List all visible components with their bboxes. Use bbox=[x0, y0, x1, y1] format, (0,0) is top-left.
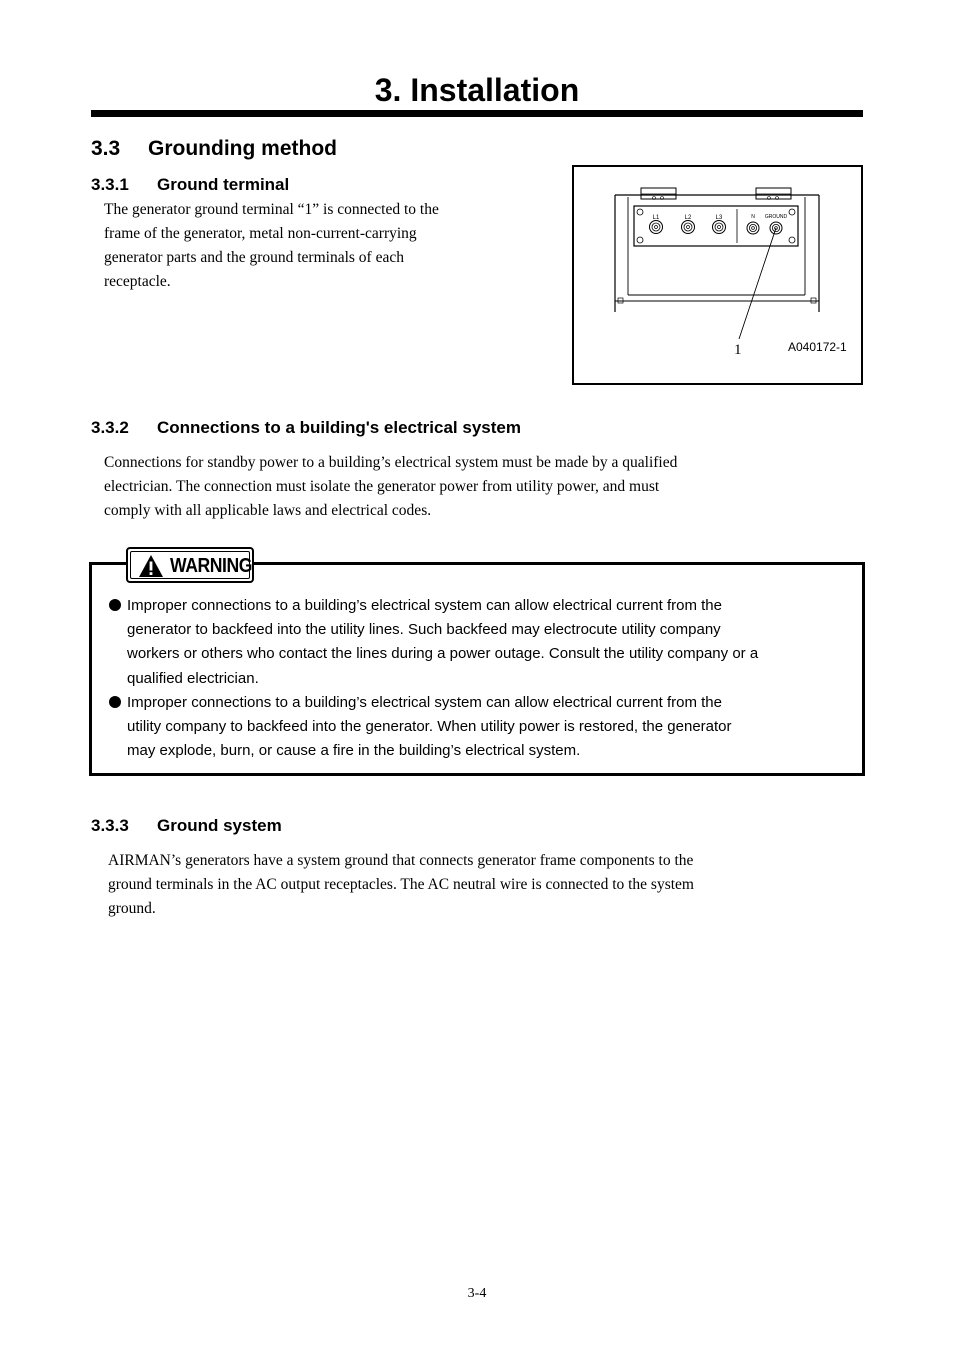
sub2-title: Connections to a building's electrical system bbox=[157, 418, 521, 437]
sub3-title: Ground system bbox=[157, 816, 282, 835]
warning-label bbox=[126, 547, 254, 583]
label-n: N bbox=[751, 214, 755, 220]
text-line: generator to backfeed into the utility lines. Such backfeed may electrocute utility company bbox=[127, 621, 721, 639]
chapter-rule bbox=[91, 110, 863, 117]
text-line: Improper connections to a building’s electrical system can allow electrical current from the bbox=[127, 597, 722, 614]
label-ground: GROUND bbox=[764, 214, 788, 220]
text-line: qualified electrician. bbox=[127, 669, 259, 687]
text-line: AIRMAN’s generators have a system ground that connects generator frame components to the bbox=[108, 852, 694, 869]
text-line: workers or others who contact the lines during a power outage. Consult the utility company or a bbox=[127, 645, 759, 663]
sub2-number: 3.3.2 bbox=[91, 418, 129, 437]
sub1-heading bbox=[91, 174, 289, 196]
ground-terminal-figure bbox=[572, 165, 863, 385]
warning-item bbox=[108, 691, 848, 764]
text-line: ground terminals in the AC output receptacles. The AC neutral wire is connected to the system bbox=[108, 876, 694, 893]
callout-leader bbox=[739, 228, 776, 339]
section-title: Grounding method bbox=[148, 137, 337, 160]
text-line: generator parts and the ground terminals of each bbox=[104, 249, 404, 266]
terminal-l1 bbox=[650, 221, 663, 234]
section-heading bbox=[91, 136, 337, 162]
bullet-icon bbox=[109, 599, 121, 611]
warning-list bbox=[108, 594, 848, 763]
figure-code: A040172-1 bbox=[788, 340, 847, 354]
callout-number: 1 bbox=[734, 342, 742, 358]
terminal-l3 bbox=[713, 221, 726, 234]
text-line: electrician. The connection must isolate the generator power from utility power, and must bbox=[104, 478, 660, 495]
sub3-paragraph bbox=[108, 849, 868, 921]
text-line: may explode, burn, or cause a fire in the building’s electrical system. bbox=[127, 742, 581, 760]
sub2-paragraph bbox=[104, 451, 864, 523]
sub3-heading bbox=[91, 815, 282, 837]
sub1-title: Ground terminal bbox=[157, 175, 290, 194]
sub3-number: 3.3.3 bbox=[91, 816, 129, 835]
warning-triangle-icon bbox=[138, 554, 164, 578]
bullet-icon bbox=[109, 696, 121, 708]
control-panel-drawing bbox=[574, 167, 861, 383]
warning-label-text: WARNING bbox=[170, 555, 252, 577]
text-line: frame of the generator, metal non-current-carrying bbox=[104, 225, 417, 242]
sub1-paragraph bbox=[104, 198, 554, 294]
section-number: 3.3 bbox=[91, 137, 121, 160]
right-hinge bbox=[756, 188, 791, 199]
sub2-heading bbox=[91, 417, 521, 439]
text-line: ground. bbox=[108, 900, 156, 917]
warning-item bbox=[108, 594, 848, 691]
chapter-title: 3. Installation bbox=[374, 72, 580, 108]
page-number: 3-4 bbox=[467, 1286, 487, 1301]
label-l1: L1 bbox=[652, 215, 660, 221]
sub1-number: 3.3.1 bbox=[91, 175, 129, 194]
text-line: The generator ground terminal “1” is connected to the bbox=[104, 201, 439, 218]
text-line: receptacle. bbox=[104, 273, 171, 290]
terminal-n bbox=[747, 222, 759, 234]
label-l2: L2 bbox=[684, 215, 692, 221]
left-hinge bbox=[641, 188, 676, 199]
text-line: Connections for standby power to a building’s electrical system must be made by a qualified bbox=[104, 454, 678, 471]
text-line: comply with all applicable laws and electrical codes. bbox=[104, 502, 432, 519]
text-line: utility company to backfeed into the generator. When utility power is restored, the generator bbox=[127, 718, 732, 736]
text-line: Improper connections to a building’s electrical system can allow electrical current from the bbox=[127, 693, 722, 711]
terminal-l2 bbox=[682, 221, 695, 234]
label-l3: L3 bbox=[715, 215, 723, 221]
